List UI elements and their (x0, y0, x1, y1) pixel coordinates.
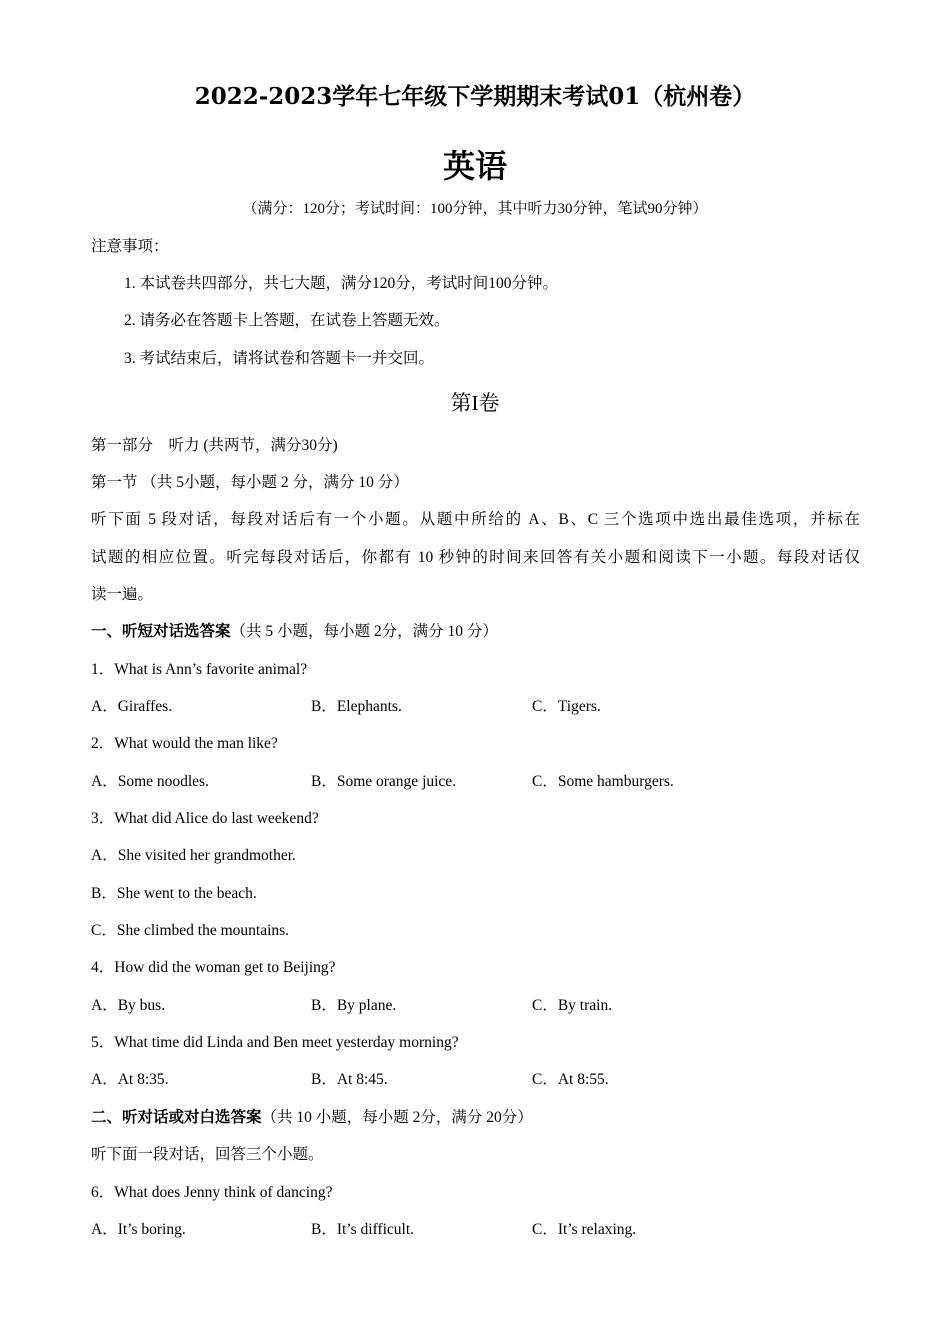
options-row (91, 772, 871, 792)
note-item: 1. 本试卷共四部分，共七大题，满分120分，考试时间100分钟。 (124, 275, 559, 292)
question-stem: 5．What time did Linda and Ben meet yesterday morning? (91, 1034, 459, 1051)
section-title: 第一节 （共 5小题，每小题 2 分，满分 10 分） (91, 474, 409, 491)
option-b[interactable]: B．She went to the beach. (91, 885, 257, 902)
options-row (91, 996, 871, 1016)
option-c[interactable]: C．Tigers. (532, 698, 601, 715)
question-stem: 2．What would the man like? (91, 735, 278, 752)
option-a[interactable]: A．It’s boring. (91, 1221, 186, 1238)
section-heading-note: （共 5 小题，每小题 2分，满分 10 分） (230, 623, 498, 640)
option-c[interactable]: C．By train. (532, 997, 613, 1014)
option-b[interactable]: B．Elephants. (311, 698, 402, 715)
section-heading (91, 1108, 533, 1128)
instruction-line: 听下面 5 段对话，每段对话后有一个小题。从题中所给的 A、B、C 三个选项中选出最佳选项，并标在 (91, 511, 860, 528)
exam-title: 2022-2023学年七年级下学期期末考试01（杭州卷） (194, 83, 756, 110)
option-c[interactable]: C．She climbed the mountains. (91, 922, 290, 939)
option-c[interactable]: C．Some hamburgers. (532, 773, 674, 790)
option-b[interactable]: B．Some orange juice. (311, 773, 457, 790)
option-a[interactable]: A．She visited her grandmother. (91, 847, 296, 864)
option-c[interactable]: C．It’s relaxing. (532, 1221, 637, 1238)
option-b[interactable]: B．By plane. (311, 997, 397, 1014)
section-heading-note: （共 10 小题，每小题 2分，满分 20分） (261, 1109, 533, 1126)
option-b[interactable]: B．It’s difficult. (311, 1221, 415, 1238)
section-heading-title: 二、听对话或对白选答案 (91, 1109, 262, 1126)
option-a[interactable]: A．By bus. (91, 997, 166, 1014)
options-row (91, 1070, 871, 1090)
part-title: 第一部分 听力 (共两节，满分30分) (91, 437, 338, 454)
note-item: 2. 请务必在答题卡上答题，在试卷上答题无效。 (124, 312, 450, 329)
volume-title: 第I卷 (450, 391, 500, 415)
option-a[interactable]: A．At 8:35. (91, 1071, 169, 1088)
question-stem: 1．What is Ann’s favorite animal? (91, 661, 308, 678)
instruction-line: 试题的相应位置。听完每段对话后，你都有 10 秒钟的时间来回答有关小题和阅读下一小题。每段对话仅 (91, 549, 860, 566)
option-b[interactable]: B．At 8:45. (311, 1071, 388, 1088)
notes-heading: 注意事项： (91, 238, 169, 255)
option-a[interactable]: A．Some noodles. (91, 773, 209, 790)
subject-title: 英语 (442, 147, 507, 185)
question-stem: 6．What does Jenny think of dancing? (91, 1184, 333, 1201)
options-row (91, 697, 871, 717)
section-heading-title: 一、听短对话选答案 (91, 623, 231, 640)
question-stem: 4．How did the woman get to Beijing? (91, 959, 336, 976)
instruction-line: 读一遍。 (91, 586, 154, 603)
question-stem: 3．What did Alice do last weekend? (91, 810, 319, 827)
option-a[interactable]: A．Giraffes. (91, 698, 173, 715)
options-row (91, 1220, 871, 1240)
section-instruction: 听下面一段对话，回答三个小题。 (91, 1146, 324, 1163)
option-c[interactable]: C．At 8:55. (532, 1071, 609, 1088)
exam-meta: （满分：120分；考试时间：100分钟，其中听力30分钟，笔试90分钟） (242, 201, 708, 217)
section-heading (91, 622, 498, 642)
note-item: 3. 考试结束后，请将试卷和答题卡一并交回。 (124, 350, 435, 367)
